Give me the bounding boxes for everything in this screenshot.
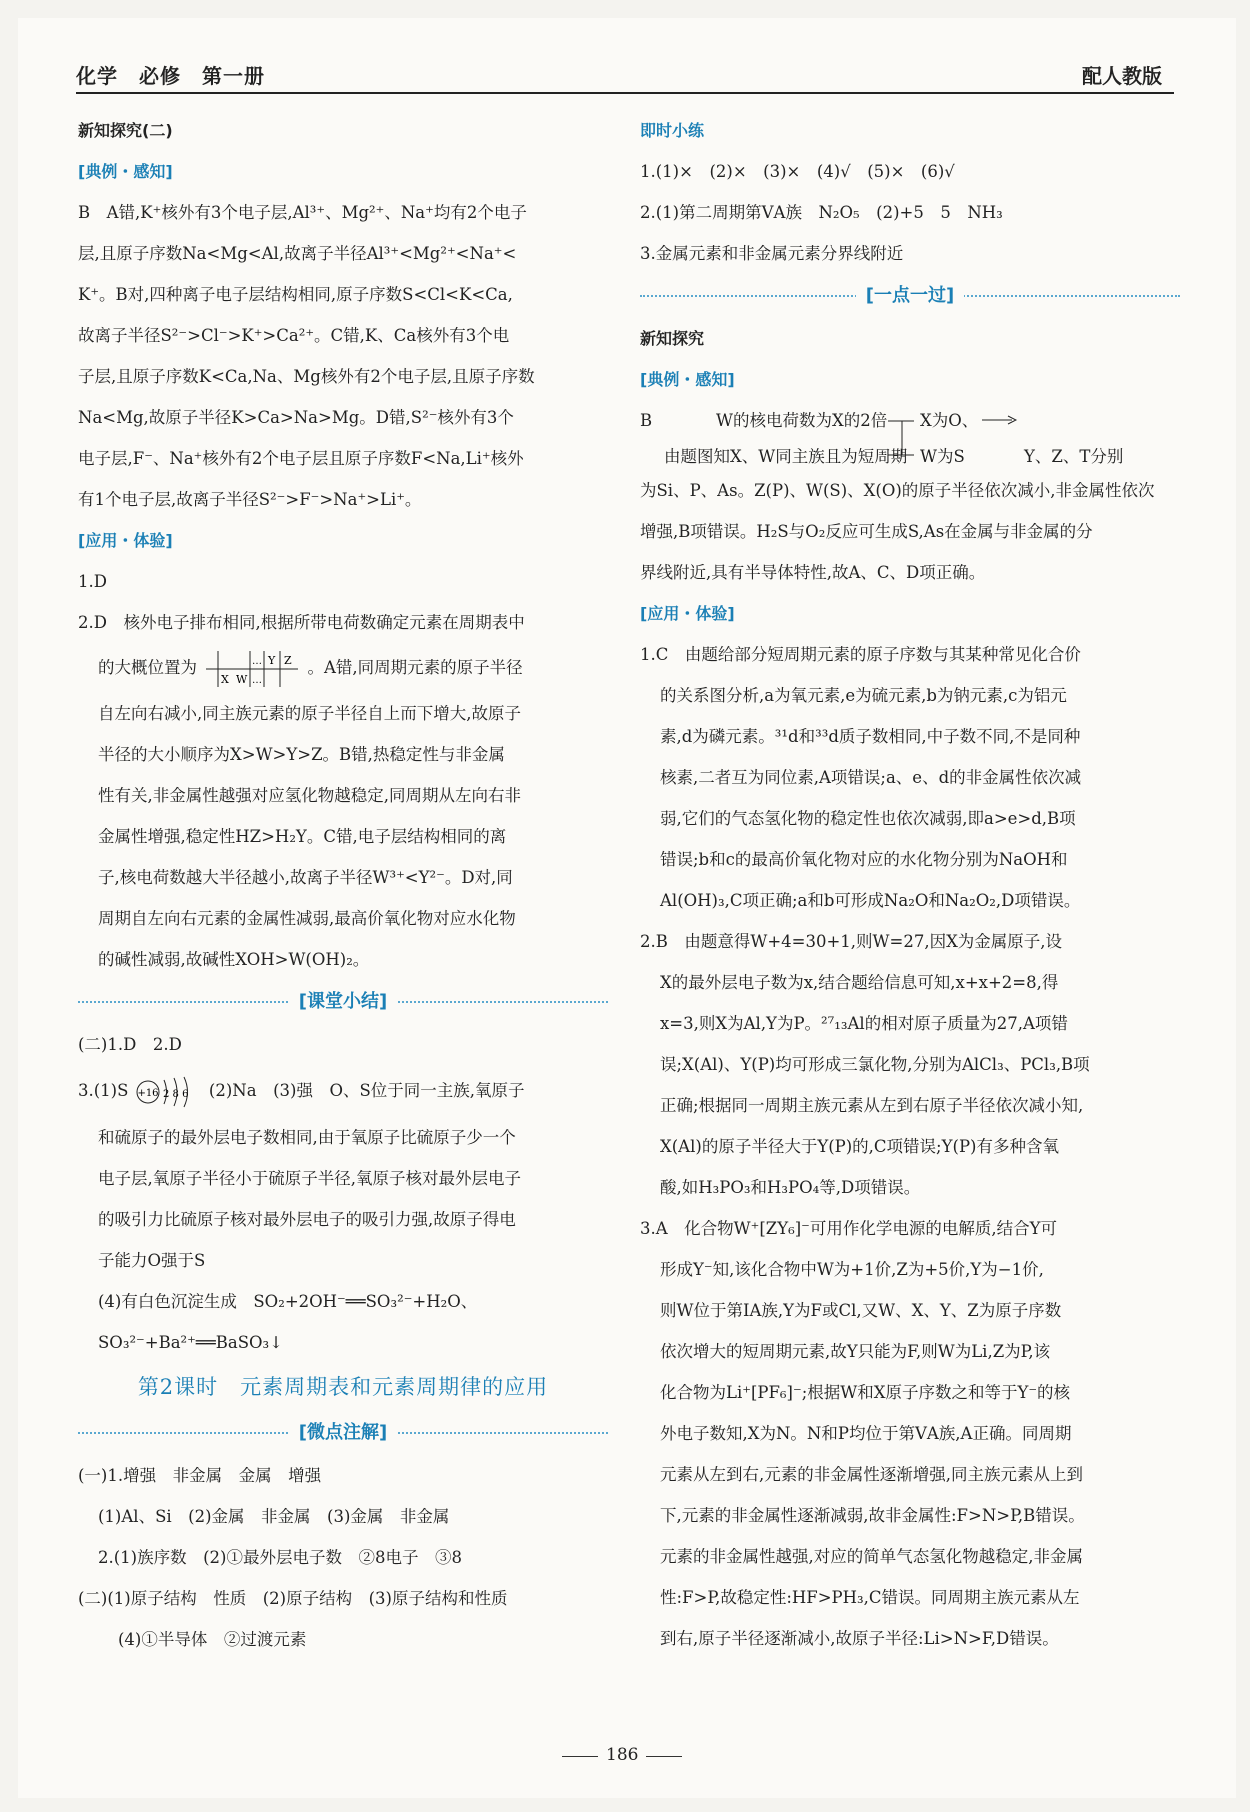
summary-3 <box>78 1065 608 1117</box>
text-line: 性有关,非金属性越强对应氢化物越稳定,同周期从左向右非 <box>98 786 521 805</box>
text-line: 则W位于第ⅠA族,Y为F或Cl,又W、X、Y、Z为原子序数 <box>660 1301 1062 1320</box>
text-line: SO₃²⁻+Ba²⁺══BaSO₃↓ <box>98 1333 283 1352</box>
answer-2: 2.D 核外电子排布相同,根据所带电荷数确定元素在周期表中 <box>78 613 525 632</box>
divider-label: [课堂小结] <box>289 980 397 1024</box>
text-line: 半径的大小顺序为X>W>Y>Z。B错,热稳定性与非金属 <box>98 745 505 764</box>
tag-application: [应用・体验] <box>78 531 173 550</box>
text-line: 元素的非金属性越强,对应的简单气态氢化物越稳定,非金属 <box>660 1547 1083 1566</box>
flow-conclusion: Y、Z、T分别 <box>1024 447 1124 466</box>
practice-line: 1.(1)× (2)× (3)× (4)√ (5)× (6)√ <box>640 162 955 181</box>
text-line: Al(OH)₃,C项正确;a和b可形成Na₂O和Na₂O₂,D项错误。 <box>660 891 1081 910</box>
quick-practice-title: 即时小练 <box>640 121 705 140</box>
header-rule <box>76 92 1174 94</box>
text-line: 形成Y⁻知,该化合物中W为+1价,Z为+5价,Y为−1价, <box>660 1260 1044 1279</box>
text-line: 子,核电荷数越大半径越小,故离子半径W³⁺<Y²⁻。D对,同 <box>98 868 513 887</box>
text-fragment: 。A错,同周期元素的原子半径 <box>307 658 523 677</box>
text-line: 自左向右减小,同主族元素的原子半径自上而下增大,故原子 <box>98 704 521 723</box>
text-line: 元素从左到右,元素的非金属性逐渐增强,同主族元素从上到 <box>660 1465 1083 1484</box>
text-line: 周期自左向右元素的金属性减弱,最高价氧化物对应水化物 <box>98 909 516 928</box>
tag-example: [典例・感知] <box>78 162 173 181</box>
text-line: 依次增大的短周期元素,故Y只能为F,则W为Li,Z为P,该 <box>660 1342 1051 1361</box>
answer-1: 1.D <box>78 572 107 591</box>
text-line: 弱,它们的气态氢化物的稳定性也依次减弱,即a>e>d,B项 <box>660 809 1076 828</box>
text-line: 1.C 由题给部分短周期元素的原子序数与其某种常见化合价 <box>640 645 1081 664</box>
divider-label: [微点注解] <box>289 1411 397 1455</box>
text-line: 错误;b和c的最高价氧化物对应的水化物分别为NaOH和 <box>660 850 1068 869</box>
note-line: (二)(1)原子结构 性质 (2)原子结构 (3)原子结构和性质 <box>78 1589 508 1608</box>
practice-line: 2.(1)第二周期第ⅤA族 N₂O₅ (2)+5 5 NH₃ <box>640 203 1003 222</box>
text-line: 的关系图分析,a为氧元素,e为硫元素,b为钠元素,c为铝元 <box>660 686 1067 705</box>
text-fragment: 的大概位置为 <box>98 658 197 677</box>
text-line: 金属性增强,稳定性HZ>H₂Y。C错,电子层结构相同的离 <box>98 827 507 846</box>
text-line: 下,元素的非金属性逐渐减弱,故非金属性:F>N>P,B错误。 <box>660 1506 1085 1525</box>
section-divider <box>78 980 608 1024</box>
text-line: 素,d为磷元素。³¹d和³³d质子数相同,中子数不同,不是同种 <box>660 727 1081 746</box>
text-line: 有1个电子层,故离子半径S²⁻>F⁻>Na⁺>Li⁺。 <box>78 490 422 509</box>
note-line: (4)①半导体 ②过渡元素 <box>118 1630 307 1649</box>
text-line: 性:F>P,故稳定性:HF>PH₃,C错误。同周期主族元素从左 <box>660 1588 1080 1607</box>
text-line: 正确;根据同一周期主族元素从左到右原子半径依次减小知, <box>660 1096 1084 1115</box>
text-line: 酸,如H₃PO₃和H₃PO₄等,D项错误。 <box>660 1178 921 1197</box>
answer-2-table-line <box>78 643 608 693</box>
section-title: 新知探究(二) <box>78 121 173 140</box>
summary-1: (二)1.D 2.D <box>78 1035 182 1054</box>
section-divider <box>78 1411 608 1455</box>
section-title: 新知探究 <box>640 329 705 348</box>
book-title: 化学 必修 第一册 <box>76 64 265 88</box>
text-line: 核素,二者互为同位素,A项错误;a、e、d的非金属性依次减 <box>660 768 1082 787</box>
flow-premise-2: 由题图知X、W同主族且为短周期 <box>664 447 908 466</box>
text-line: X的最外层电子数为x,结合题给信息可知,x+x+2=8,得 <box>660 973 1059 992</box>
text-line: x=3,则X为Al,Y为P。²⁷₁₃Al的相对原子质量为27,A项错 <box>660 1014 1068 1033</box>
sketch-cell: … <box>252 655 263 667</box>
sulfur-atom-diagram <box>134 1075 204 1109</box>
section-divider <box>640 274 1180 318</box>
flow-premise-1: W的核电荷数为X的2倍 <box>716 411 888 430</box>
sketch-cell: X <box>221 672 230 686</box>
text-line: 层,且原子序数Na<Mg<Al,故离子半径Al³⁺<Mg²⁺<Na⁺< <box>78 244 517 263</box>
text-line: 3.A 化合物W⁺[ZY₆]⁻可用作化学电源的电解质,结合Y可 <box>640 1219 1058 1238</box>
text-line: 到右,原子半径逐渐减小,故原子半径:Li>N>F,D错误。 <box>660 1629 1059 1648</box>
flow-arrow-right <box>980 414 1020 426</box>
note-line: (一)1.增强 非金属 金属 增强 <box>78 1466 322 1485</box>
answer-letter: B <box>640 411 653 430</box>
text-line: 2.B 由题意得W+4=30+1,则W=27,因X为金属原子,设 <box>640 932 1063 951</box>
sketch-cell: Z <box>284 653 292 667</box>
text-line: 故离子半径S²⁻>Cl⁻>K⁺>Ca²⁺。C错,K、Ca核外有3个电 <box>78 326 510 345</box>
flow-result-w: W为S <box>920 447 965 466</box>
text-line: 和硫原子的最外层电子数相同,由于氧原子比硫原子少一个 <box>98 1128 516 1147</box>
page-number: 186 <box>606 1745 639 1765</box>
text-line: Na<Mg,故原子半径K>Ca>Na>Mg。D错,S²⁻核外有3个 <box>78 408 514 427</box>
text-line: 的吸引力比硫原子核对最外层电子的吸引力强,故原子得电 <box>98 1210 516 1229</box>
sketch-cell: … <box>252 674 263 686</box>
text-line: 增强,B项错误。H₂S与O₂反应可生成S,As在金属与非金属的分 <box>640 522 1093 541</box>
lesson-title: 第2课时 元素周期表和元素周期律的应用 <box>137 1375 549 1399</box>
tag-application: [应用・体验] <box>640 604 735 623</box>
text-line: (4)有白色沉淀生成 SO₂+2OH⁻══SO₃²⁻+H₂O、 <box>98 1292 478 1311</box>
periodic-position-sketch <box>202 649 302 689</box>
text-line: 界线附近,具有半导体特性,故A、C、D项正确。 <box>640 563 986 582</box>
text-line: 误;X(Al)、Y(P)均可形成三氯化物,分别为AlCl₃、PCl₃,B项 <box>660 1055 1090 1074</box>
text-fragment: 3.(1)S <box>78 1081 129 1100</box>
example-answer <box>78 192 608 520</box>
text-line: 化合物为Li⁺[PF₆]⁻;根据W和X原子序数之和等于Y⁻的核 <box>660 1383 1071 1402</box>
text-line: 的碱性减弱,故碱性XOH>W(OH)₂。 <box>98 950 370 969</box>
divider-label: [一点一过] <box>856 274 964 318</box>
right-column <box>640 110 1180 1659</box>
shell-electrons: 2 8 6 <box>162 1088 189 1100</box>
note-line: 2.(1)族序数 (2)①最外层电子数 ②8电子 ③8 <box>98 1548 462 1567</box>
note-line: (1)Al、Si (2)金属 非金属 (3)金属 非金属 <box>98 1507 450 1526</box>
sketch-cell: Y <box>268 653 276 667</box>
text-line: 外电子数知,X为N。N和P均位于第ⅤA族,A正确。同周期 <box>660 1424 1072 1443</box>
left-column <box>78 110 608 1660</box>
text-line: B A错,K⁺核外有3个电子层,Al³⁺、Mg²⁺、Na⁺均有2个电子 <box>78 203 527 222</box>
text-line: 子层,且原子序数K<Ca,Na、Mg核外有2个电子层,且原子序数 <box>78 367 535 386</box>
text-line: 电子层,氧原子半径小于硫原子半径,氧原子核对最外层电子 <box>98 1169 521 1188</box>
sketch-cell: W <box>236 672 248 686</box>
nucleus-charge: +16 <box>137 1087 159 1099</box>
text-line: X(Al)的原子半径大于Y(P)的,C项错误;Y(P)有多种含氧 <box>660 1137 1059 1156</box>
practice-line: 3.金属元素和非金属元素分界线附近 <box>640 244 904 263</box>
text-line: 电子层,F⁻、Na⁺核外有2个电子层且原子序数F<Na,Li⁺核外 <box>78 449 524 468</box>
tag-example: [典例・感知] <box>640 370 735 389</box>
reasoning-flow <box>640 400 1180 470</box>
text-line: 为Si、P、As。Z(P)、W(S)、X(O)的原子半径依次减小,非金属性依次 <box>640 481 1155 500</box>
text-line: K⁺。B对,四种离子电子层结构相同,原子序数S<Cl<K<Ca, <box>78 285 513 304</box>
flow-result-x: X为O、 <box>920 411 979 430</box>
text-fragment: (2)Na (3)强 O、S位于同一主族,氧原子 <box>208 1081 525 1100</box>
text-line: 子能力O强于S <box>98 1251 206 1270</box>
edition-label: 配人教版 <box>1082 64 1162 88</box>
